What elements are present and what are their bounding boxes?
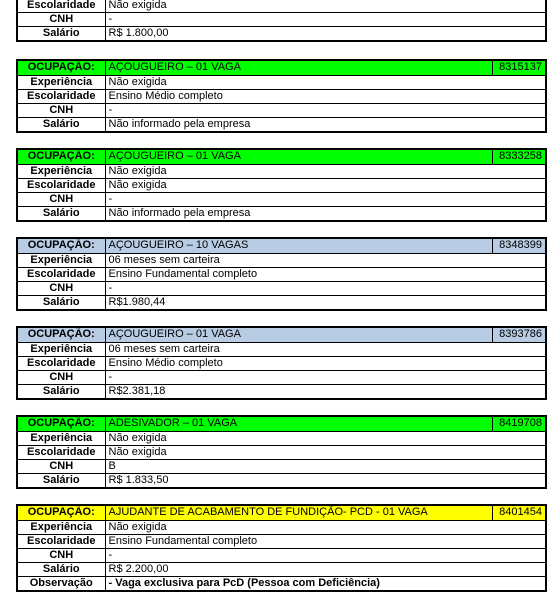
- job-header-row: [17, 416, 546, 431]
- ocupacao-title: ADESIVADOR – 01 VAGA: [105, 416, 492, 431]
- table-row: [17, 0, 546, 13]
- field-label: CNH: [17, 103, 105, 117]
- job-table-partial: [16, 0, 547, 42]
- table-row: [17, 384, 546, 399]
- field-value: -: [105, 370, 546, 384]
- field-label: Salário: [17, 562, 105, 576]
- ocupacao-label: OCUPAÇÃO:: [17, 327, 105, 342]
- field-value: Não exigida: [105, 164, 546, 178]
- table-row: [17, 89, 546, 103]
- field-value: B: [105, 459, 546, 473]
- job-header-row: [17, 505, 546, 520]
- field-label: CNH: [17, 459, 105, 473]
- ocupacao-label: OCUPAÇÃO:: [17, 416, 105, 431]
- table-row: [17, 431, 546, 445]
- table-row: [17, 206, 546, 221]
- table-row: [17, 75, 546, 89]
- field-label: Escolaridade: [17, 89, 105, 103]
- field-label: Escolaridade: [17, 0, 105, 13]
- field-label: Escolaridade: [17, 267, 105, 281]
- table-row: [17, 445, 546, 459]
- table-row: [17, 117, 546, 132]
- field-value: Não exigida: [105, 0, 546, 13]
- field-label: Escolaridade: [17, 178, 105, 192]
- job-table: [16, 415, 547, 489]
- job-header-row: [17, 238, 546, 253]
- ocupacao-title: AÇOUGUEIRO – 01 VAGA: [105, 149, 492, 164]
- field-label: Salário: [17, 206, 105, 221]
- job-header-row: [17, 327, 546, 342]
- field-label: Salário: [17, 295, 105, 310]
- field-label: Salário: [17, 27, 105, 42]
- field-value: Não exigida: [105, 178, 546, 192]
- field-label: Observação: [17, 576, 105, 591]
- field-label: Escolaridade: [17, 445, 105, 459]
- field-value: R$2.381,18: [105, 384, 546, 399]
- field-value: Ensino Fundamental completo: [105, 267, 546, 281]
- table-row: [17, 473, 546, 488]
- field-value: -: [105, 103, 546, 117]
- field-label: Experiência: [17, 342, 105, 356]
- field-value: - Vaga exclusiva para PcD (Pessoa com Deficiência): [105, 576, 546, 591]
- field-value: Ensino Fundamental completo: [105, 534, 546, 548]
- field-label: CNH: [17, 548, 105, 562]
- field-value: Não informado pela empresa: [105, 206, 546, 221]
- job-code: 8315137: [492, 60, 546, 75]
- field-value: -: [105, 13, 546, 27]
- table-row: [17, 459, 546, 473]
- field-label: Experiência: [17, 520, 105, 534]
- table-row: [17, 370, 546, 384]
- job-table: [16, 59, 547, 133]
- table-row: [17, 534, 546, 548]
- ocupacao-label: OCUPAÇÃO:: [17, 149, 105, 164]
- table-row: [17, 267, 546, 281]
- field-value: Ensino Médio completo: [105, 89, 546, 103]
- table-row: [17, 562, 546, 576]
- field-label: CNH: [17, 13, 105, 27]
- job-header-row: [17, 149, 546, 164]
- ocupacao-title: AÇOUGUEIRO – 10 VAGAS: [105, 238, 492, 253]
- field-value: -: [105, 281, 546, 295]
- table-row: [17, 295, 546, 310]
- table-row: [17, 576, 546, 591]
- field-value: 06 meses sem carteira: [105, 253, 546, 267]
- field-value: R$ 1.800,00: [105, 27, 546, 42]
- ocupacao-title: AÇOUGUEIRO – 01 VAGA: [105, 327, 492, 342]
- job-table: [16, 504, 547, 592]
- table-row: [17, 178, 546, 192]
- table-row: [17, 281, 546, 295]
- ocupacao-title: AÇOUGUEIRO – 01 VAGA: [105, 60, 492, 75]
- field-value: -: [105, 192, 546, 206]
- field-label: CNH: [17, 281, 105, 295]
- job-table: [16, 148, 547, 222]
- field-label: Salário: [17, 117, 105, 132]
- table-row: [17, 164, 546, 178]
- ocupacao-label: OCUPAÇÃO:: [17, 505, 105, 520]
- field-value: R$ 1.833,50: [105, 473, 546, 488]
- field-value: -: [105, 548, 546, 562]
- job-code: 8419708: [492, 416, 546, 431]
- job-table: [16, 326, 547, 400]
- ocupacao-label: OCUPAÇÃO:: [17, 238, 105, 253]
- table-row: [17, 548, 546, 562]
- field-value: Não exigida: [105, 431, 546, 445]
- job-table: [16, 237, 547, 311]
- field-value: R$ 2.200,00: [105, 562, 546, 576]
- field-label: Salário: [17, 473, 105, 488]
- field-label: Salário: [17, 384, 105, 399]
- field-value: 06 meses sem carteira: [105, 342, 546, 356]
- table-row: [17, 192, 546, 206]
- job-code: 8333258: [492, 149, 546, 164]
- table-row: [17, 520, 546, 534]
- field-value: Não exigida: [105, 445, 546, 459]
- table-row: [17, 13, 546, 27]
- field-label: CNH: [17, 370, 105, 384]
- field-value: Não informado pela empresa: [105, 117, 546, 132]
- field-label: Experiência: [17, 253, 105, 267]
- field-value: Ensino Médio completo: [105, 356, 546, 370]
- job-code: 8348399: [492, 238, 546, 253]
- job-header-row: [17, 60, 546, 75]
- ocupacao-label: OCUPAÇÃO:: [17, 60, 105, 75]
- field-label: Experiência: [17, 164, 105, 178]
- table-row: [17, 103, 546, 117]
- table-row: [17, 356, 546, 370]
- field-value: Não exigida: [105, 75, 546, 89]
- table-row: [17, 253, 546, 267]
- job-code: 8393786: [492, 327, 546, 342]
- table-row: [17, 27, 546, 42]
- field-value: R$1.980,44: [105, 295, 546, 310]
- job-code: 8401454: [492, 505, 546, 520]
- field-label: Experiência: [17, 75, 105, 89]
- table-row: [17, 342, 546, 356]
- field-label: Escolaridade: [17, 534, 105, 548]
- field-label: Escolaridade: [17, 356, 105, 370]
- ocupacao-title: AJUDANTE DE ACABAMENTO DE FUNDIÇÃO- PCD - 01 VAGA: [105, 505, 492, 520]
- field-value: Não exigida: [105, 520, 546, 534]
- field-label: CNH: [17, 192, 105, 206]
- field-label: Experiência: [17, 431, 105, 445]
